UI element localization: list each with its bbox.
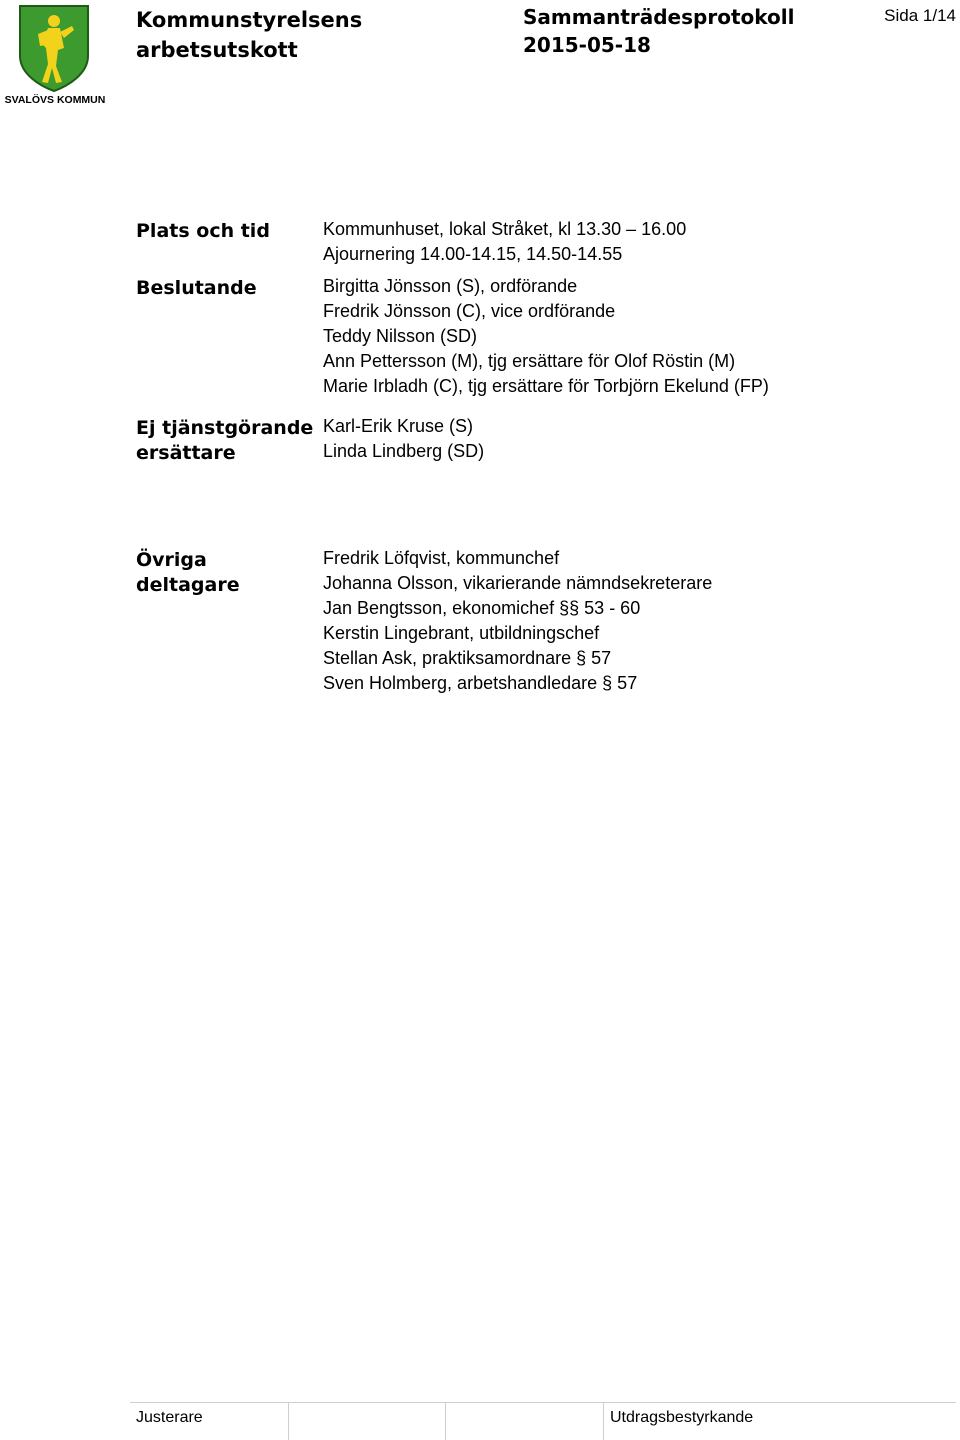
content-line: Ann Pettersson (M), tjg ersättare för Olof Röstin (M) <box>323 351 736 371</box>
content-line: Ajournering 14.00-14.15, 14.50-14.55 <box>323 244 623 264</box>
coat-of-arms-icon <box>18 4 90 92</box>
section-label: Beslutande <box>136 277 257 299</box>
content-line: Karl-Erik Kruse (S) <box>323 416 474 436</box>
municipality-name: SVALÖVS KOMMUN <box>4 94 106 106</box>
label-line: ersättare <box>136 442 236 464</box>
signature-box-1 <box>289 1403 446 1440</box>
section-label <box>136 416 316 466</box>
page-number: Sida 1/14 <box>884 6 956 25</box>
section-content <box>323 217 686 267</box>
signature-footer <box>130 1402 956 1440</box>
content-line: Stellan Ask, praktiksamordnare § 57 <box>323 648 612 668</box>
document-title <box>523 3 794 59</box>
org-line-1: Kommunstyrelsens <box>136 8 363 32</box>
signature-box-2 <box>446 1403 604 1440</box>
content-line: Jan Bengtsson, ekonomichef §§ 53 - 60 <box>323 598 641 618</box>
organization-title <box>136 5 362 65</box>
utdrag-label: Utdragsbestyrkande <box>610 1409 754 1426</box>
doc-type: Sammanträdesprotokoll <box>523 5 795 29</box>
municipal-coat-of-arms <box>0 0 110 108</box>
content-line: Fredrik Löfqvist, kommunchef <box>323 548 560 568</box>
doc-date: 2015-05-18 <box>523 33 651 57</box>
section-content <box>323 546 712 696</box>
section-label: Plats och tid <box>136 220 270 242</box>
section-label: Övriga deltagare <box>136 549 240 596</box>
content-line: Fredrik Jönsson (C), vice ordförande <box>323 301 616 321</box>
content-line: Kerstin Lingebrant, utbildningschef <box>323 623 600 643</box>
org-line-2: arbetsutskott <box>136 38 298 62</box>
section-content <box>323 414 484 464</box>
label-line: Ej tjänstgörande <box>136 417 314 439</box>
content-line: Linda Lindberg (SD) <box>323 441 485 461</box>
content-line: Johanna Olsson, vikarierande nämndsekreterare <box>323 573 713 593</box>
content-line: Kommunhuset, lokal Stråket, kl 13.30 – 16.00 <box>323 219 687 239</box>
content-line: Teddy Nilsson (SD) <box>323 326 478 346</box>
content-line: Sven Holmberg, arbetshandledare § 57 <box>323 673 638 693</box>
content-line: Birgitta Jönsson (S), ordförande <box>323 276 578 296</box>
section-content <box>323 274 769 399</box>
justerare-label: Justerare <box>130 1403 289 1440</box>
content-line: Marie Irbladh (C), tjg ersättare för Torbjörn Ekelund (FP) <box>323 376 769 396</box>
